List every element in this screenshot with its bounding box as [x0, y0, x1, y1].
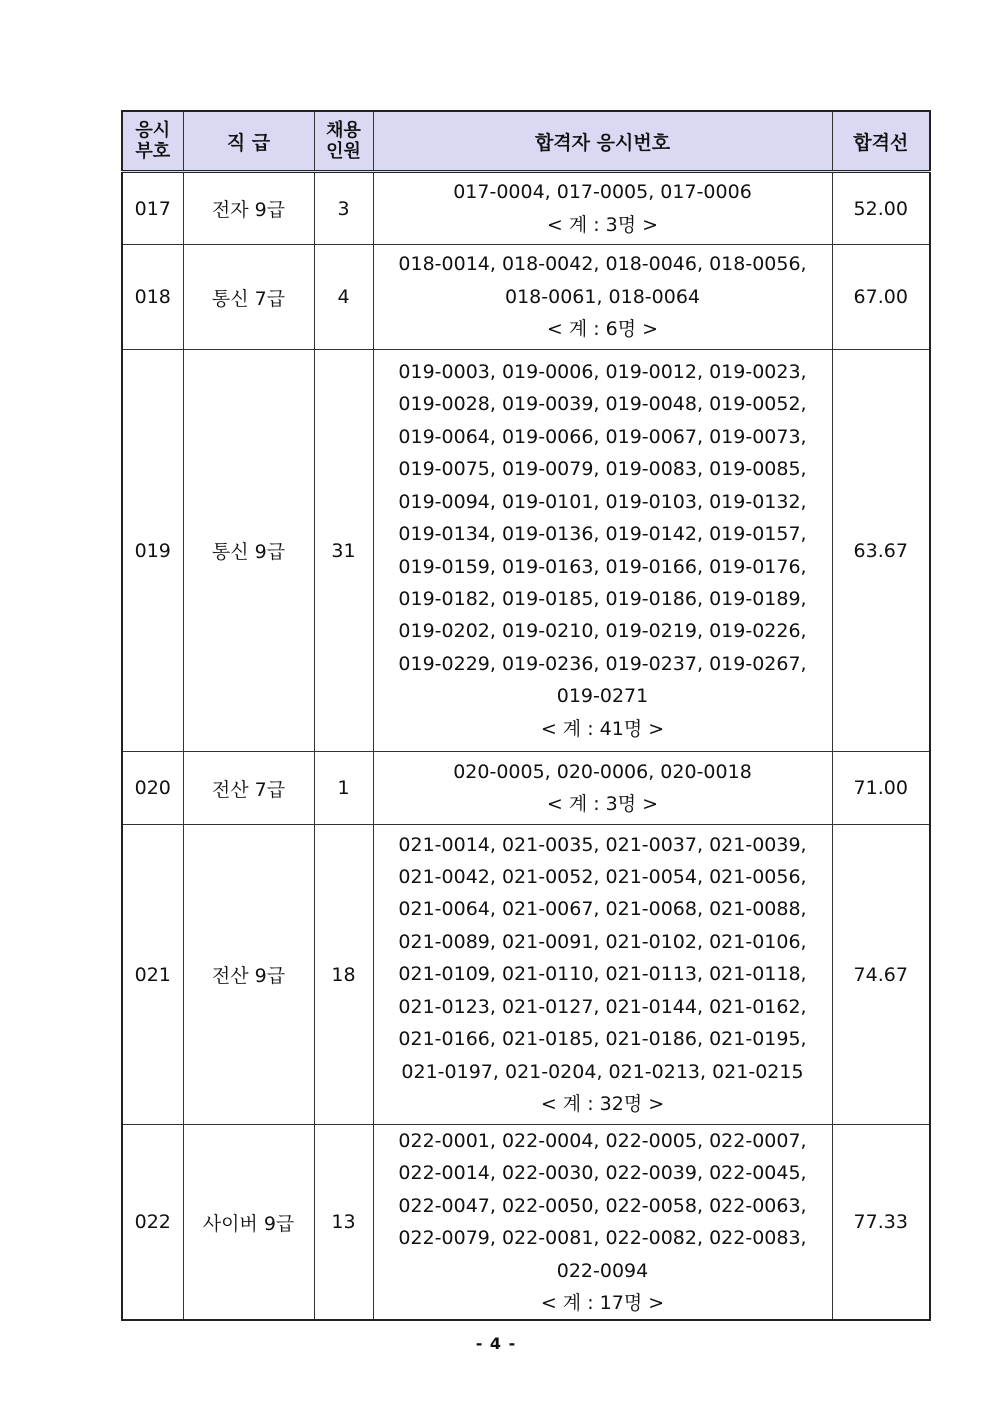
page-number: - 4 -: [475, 1334, 517, 1353]
table-body: [122, 172, 930, 1321]
exam-code-cell: 021: [122, 825, 183, 1125]
passer-id-line: 021-0123, 021-0127, 021-0144, 021-0162,: [398, 995, 807, 1018]
cutoff-cell: 63.67: [832, 350, 930, 752]
cutoff-cell: 71.00: [832, 752, 930, 825]
results-table: [121, 110, 931, 1321]
passer-id-line: 019-0028, 019-0039, 019-0048, 019-0052,: [398, 393, 807, 416]
header-exam-code-label: 응시 부호: [135, 120, 171, 162]
passer-id-line: 022-0094: [556, 1259, 649, 1282]
passer-id-line: 021-0042, 021-0052, 021-0054, 021-0056,: [398, 866, 807, 889]
table-row: [122, 172, 930, 245]
exam-code-cell: 017: [122, 172, 183, 245]
passer-total: < 계 : 3명 >: [546, 213, 659, 236]
hires-cell: 18: [314, 825, 373, 1125]
table-row: [122, 752, 930, 825]
grade-cell: 전산 9급: [183, 825, 314, 1125]
passer-id-line: 021-0014, 021-0035, 021-0037, 021-0039,: [398, 833, 807, 856]
cutoff-cell: 52.00: [832, 172, 930, 245]
table-row: [122, 350, 930, 752]
passer-ids-cell: [373, 350, 832, 752]
passer-id-line: 021-0109, 021-0110, 021-0113, 021-0118,: [398, 963, 807, 986]
passer-total: < 계 : 17명 >: [540, 1292, 665, 1315]
exam-code-cell: 022: [122, 1125, 183, 1321]
passer-id-line: 019-0271: [556, 685, 649, 708]
hires-cell: 3: [314, 172, 373, 245]
header-exam-code: [122, 111, 183, 172]
cutoff-cell: 77.33: [832, 1125, 930, 1321]
passer-total: < 계 : 32명 >: [540, 1092, 665, 1115]
header-cutoff: 합격선: [832, 111, 930, 172]
exam-code-cell: 020: [122, 752, 183, 825]
passer-id-line: 019-0094, 019-0101, 019-0103, 019-0132,: [398, 490, 807, 513]
passer-id-line: 017-0004, 017-0005, 017-0006: [453, 181, 752, 204]
hires-cell: 4: [314, 245, 373, 350]
header-grade: 직 급: [183, 111, 314, 172]
passer-id-line: 019-0229, 019-0236, 019-0237, 019-0267,: [398, 652, 807, 675]
hires-cell: 31: [314, 350, 373, 752]
passer-total: < 계 : 41명 >: [540, 717, 665, 740]
cutoff-cell: 74.67: [832, 825, 930, 1125]
passer-id-line: 018-0014, 018-0042, 018-0046, 018-0056,: [398, 253, 807, 276]
passer-ids-cell: [373, 825, 832, 1125]
passer-id-line: 018-0061, 018-0064: [504, 285, 701, 308]
grade-cell: 통신 9급: [183, 350, 314, 752]
passer-ids-cell: [373, 245, 832, 350]
grade-cell: 전자 9급: [183, 172, 314, 245]
passer-id-line: 019-0134, 019-0136, 019-0142, 019-0157,: [398, 523, 807, 546]
hires-cell: 13: [314, 1125, 373, 1321]
exam-code-cell: 019: [122, 350, 183, 752]
passer-id-line: 019-0003, 019-0006, 019-0012, 019-0023,: [398, 361, 807, 384]
table-row: [122, 1125, 930, 1321]
header-hires-label: 채용 인원: [326, 120, 361, 162]
passer-id-line: 022-0079, 022-0081, 022-0082, 022-0083,: [398, 1227, 807, 1250]
passer-ids-cell: [373, 172, 832, 245]
header-hires: [314, 111, 373, 172]
passer-total: < 계 : 3명 >: [546, 793, 659, 815]
passer-ids-cell: [373, 1125, 832, 1321]
grade-cell: 사이버 9급: [183, 1125, 314, 1321]
passer-id-line: 022-0047, 022-0050, 022-0058, 022-0063,: [398, 1194, 807, 1217]
exam-code-cell: 018: [122, 245, 183, 350]
table-row: [122, 245, 930, 350]
passer-id-line: 019-0202, 019-0210, 019-0219, 019-0226,: [398, 620, 807, 643]
passer-ids-cell: [373, 752, 832, 825]
passer-id-line: 021-0197, 021-0204, 021-0213, 021-0215: [401, 1060, 804, 1083]
passer-id-line: 021-0089, 021-0091, 021-0102, 021-0106,: [398, 930, 807, 953]
passer-id-line: 020-0005, 020-0006, 020-0018: [453, 760, 752, 783]
hires-cell: 1: [314, 752, 373, 825]
passer-id-line: 022-0001, 022-0004, 022-0005, 022-0007,: [398, 1130, 807, 1152]
cutoff-cell: 67.00: [832, 245, 930, 350]
passer-id-line: 021-0064, 021-0067, 021-0068, 021-0088,: [398, 898, 807, 921]
header-passers: 합격자 응시번호: [373, 111, 832, 172]
passer-id-line: 022-0014, 022-0030, 022-0039, 022-0045,: [398, 1162, 807, 1185]
header-row: [122, 111, 930, 172]
passer-total: < 계 : 6명 >: [546, 318, 659, 341]
passer-id-line: 019-0159, 019-0163, 019-0166, 019-0176,: [398, 555, 807, 578]
passer-id-line: 019-0182, 019-0185, 019-0186, 019-0189,: [398, 587, 807, 610]
passer-id-line: 019-0064, 019-0066, 019-0067, 019-0073,: [398, 425, 807, 448]
grade-cell: 전산 7급: [183, 752, 314, 825]
passer-id-line: 019-0075, 019-0079, 019-0083, 019-0085,: [398, 458, 807, 481]
passer-id-line: 021-0166, 021-0185, 021-0186, 021-0195,: [398, 1028, 807, 1051]
table-row: [122, 825, 930, 1125]
grade-cell: 통신 7급: [183, 245, 314, 350]
